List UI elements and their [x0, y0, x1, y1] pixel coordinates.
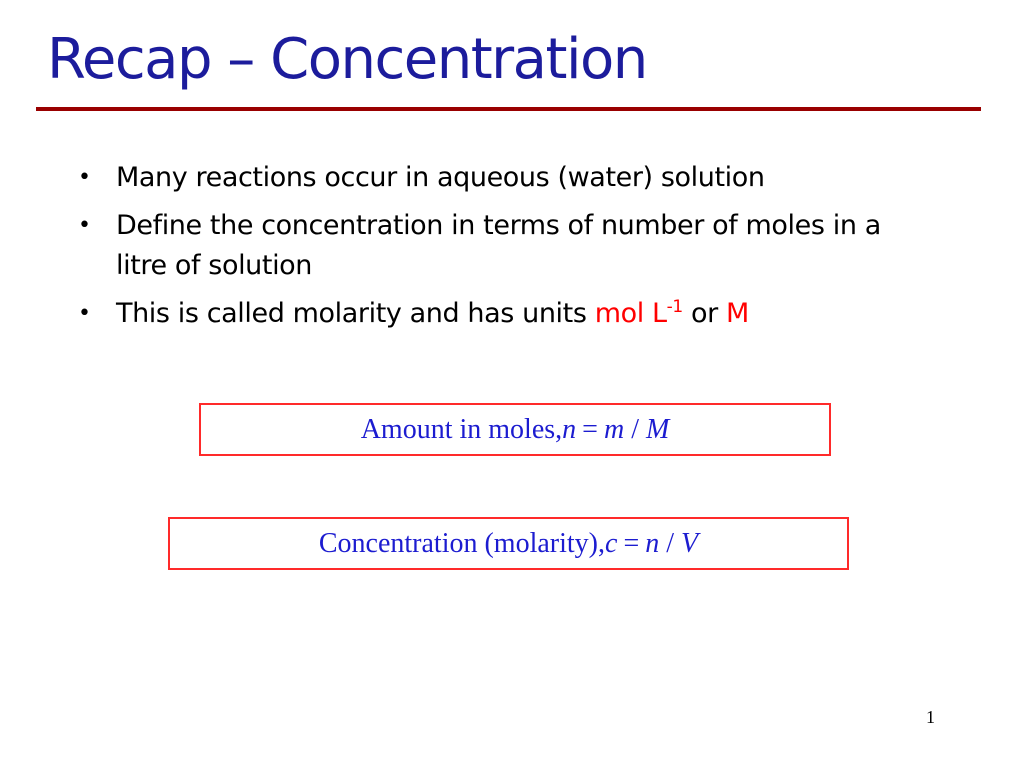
- formula-equals: =: [623, 527, 640, 559]
- amount-formula-box: [199, 403, 831, 456]
- formula-lhs: c: [605, 527, 618, 559]
- bullet-text: Define the concentration in terms of number of moles in a litre of solution: [116, 210, 881, 281]
- bullet-list: [76, 158, 896, 342]
- concentration-formula-box: [168, 517, 849, 570]
- title-divider: [36, 107, 981, 111]
- formula-numerator: n: [645, 527, 660, 559]
- bullet-dot-icon: •: [78, 301, 91, 326]
- formula-numerator: m: [603, 413, 625, 445]
- slide-title: Recap – Concentration: [47, 27, 647, 92]
- bullet-dot-icon: •: [78, 213, 91, 238]
- bullet-text: This is called molarity and has units: [116, 298, 595, 329]
- formula-denominator: M: [645, 413, 670, 445]
- unit-molar-symbol: M: [726, 298, 749, 329]
- list-item: [76, 294, 896, 334]
- formula-label: Amount in moles,: [360, 413, 563, 445]
- formula-equals: =: [582, 413, 598, 445]
- formula-denominator: V: [681, 527, 699, 559]
- unit-exponent: -1: [666, 297, 683, 317]
- list-item: [76, 206, 896, 286]
- unit-mol-per-litre: mol L: [594, 298, 667, 329]
- formula-slash: /: [624, 413, 646, 445]
- formula-lhs: n: [562, 413, 577, 445]
- page-number: 1: [926, 707, 935, 727]
- unit-joiner: or: [682, 298, 726, 329]
- bullet-text: Many reactions occur in aqueous (water) solution: [116, 162, 765, 193]
- bullet-dot-icon: •: [78, 165, 91, 190]
- formula-label: Concentration (molarity),: [318, 527, 605, 559]
- formula-slash: /: [659, 527, 682, 559]
- list-item: [76, 158, 896, 198]
